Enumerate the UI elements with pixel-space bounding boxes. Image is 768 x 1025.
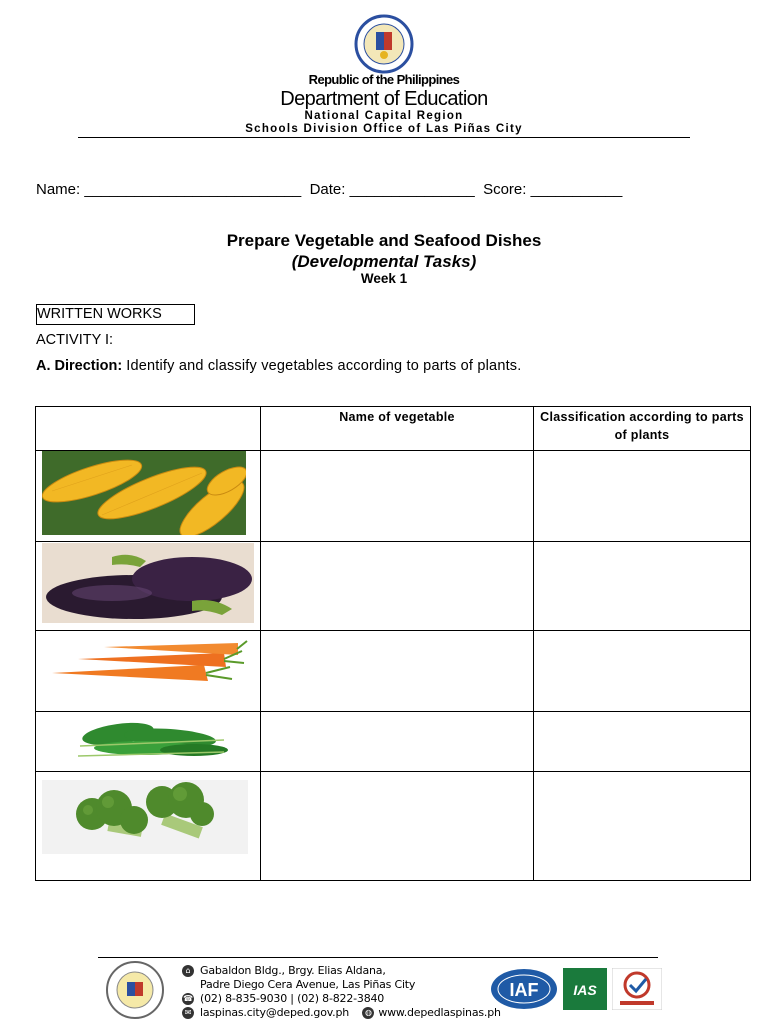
vegetable-name-cell[interactable] [261, 631, 534, 712]
vegetable-name-cell[interactable] [261, 542, 534, 631]
classification-column-header: Classification according to parts of plants [534, 407, 751, 451]
footer-address-line-1 [185, 964, 386, 977]
vegetable-name-cell[interactable] [261, 712, 534, 772]
region-heading: National Capital Region [304, 110, 464, 122]
table-row [36, 631, 751, 712]
picture-cell [36, 772, 261, 881]
globe-icon: ◍ [362, 1007, 374, 1019]
phone-icon: ☎ [183, 994, 193, 1003]
activity-label: ACTIVITY I: [36, 332, 114, 348]
classification-cell[interactable] [534, 451, 751, 542]
table-row [36, 451, 751, 542]
ias-text: IAS [573, 982, 597, 998]
picture-cell [36, 451, 261, 542]
table-row [36, 542, 751, 631]
broccoli-image [42, 780, 248, 859]
footer-address-line-2 [200, 978, 415, 991]
direction-text: Identify and classify vegetables according to parts of plants. [126, 358, 522, 374]
direction-label: A. Direction: [36, 358, 123, 374]
classification-cell[interactable] [534, 712, 751, 772]
vegetable-table [35, 406, 751, 881]
footer-phone-line [183, 992, 385, 1005]
written-works-label: WRITTEN WORKS [37, 306, 162, 322]
republic-heading: Republic of the Philippines [308, 72, 460, 87]
mail-icon: ✉ [182, 1007, 194, 1019]
iaf-text: IAF [509, 980, 539, 1000]
phone-numbers: (02) 8-835-9030 | (02) 8-822-3840 [200, 992, 385, 1005]
leafy-greens-image [74, 716, 234, 767]
ias-logo [563, 968, 607, 1010]
picture-cell [36, 712, 261, 772]
website-address[interactable]: www.depedlaspinas.ph [378, 1006, 501, 1019]
document-title: Prepare Vegetable and Seafood Dishes [226, 231, 542, 250]
vegetable-name-cell[interactable] [261, 772, 534, 881]
document-subtitle: (Developmental Tasks) [291, 252, 477, 271]
home-icon: ⌂ [182, 965, 194, 977]
name-column-header: Name of vegetable [261, 407, 534, 451]
table-header-row [36, 407, 751, 451]
picture-column-header [36, 407, 261, 451]
vegetable-name-cell[interactable] [261, 451, 534, 542]
table-row [36, 712, 751, 772]
department-heading: Department of Education [280, 88, 488, 110]
table-row [36, 772, 751, 881]
address-line-2: Padre Diego Cera Avenue, Las Piñas City [200, 978, 416, 991]
iaf-logo [490, 968, 558, 1010]
picture-cell [36, 631, 261, 712]
footer-divider [98, 957, 658, 958]
name-date-score-line: Name: __________________________ Date: _______________ Score: ___________ [36, 181, 623, 198]
classification-cell[interactable] [534, 631, 751, 712]
picture-cell [36, 542, 261, 631]
certification-logo [612, 968, 662, 1010]
direction-line [36, 358, 522, 374]
week-label: Week 1 [360, 271, 408, 286]
website-group [364, 1006, 501, 1019]
header-divider [78, 137, 690, 138]
email-address[interactable]: laspinas.city@deped.gov.ph [200, 1006, 350, 1019]
division-heading: Schools Division Office of Las Piñas City [245, 123, 523, 135]
carrot-image [48, 637, 248, 696]
address-line-1: Gabaldon Bldg., Brgy. Elias Aldana, [200, 964, 386, 977]
corn-image [42, 451, 246, 540]
footer-contact-line [184, 1006, 501, 1019]
classification-cell[interactable] [534, 542, 751, 631]
deped-seal [346, 14, 422, 74]
eggplant-image [42, 543, 254, 628]
classification-cell[interactable] [534, 772, 751, 881]
sdo-las-pinas-logo [101, 960, 169, 1020]
